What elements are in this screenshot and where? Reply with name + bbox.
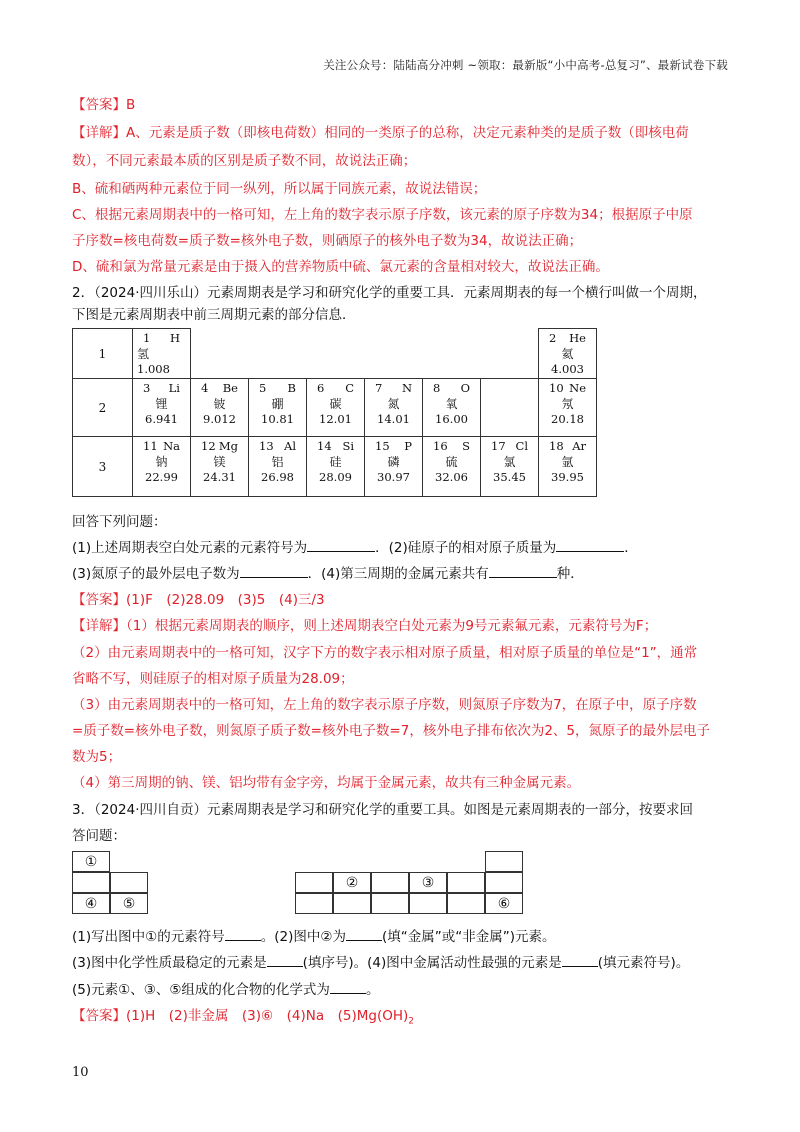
atomic-mass: 32.06 <box>435 470 468 484</box>
q1-detail-line-3: B、硫和硒两种元素位于同一纵列，所以属于同族元素，故说法错误； <box>72 181 487 197</box>
answer-tag: 【答案】 <box>72 592 126 608</box>
atomic-mass: 22.99 <box>145 470 178 484</box>
page-header: 关注公众号：陆陆高分冲刺 ~领取：最新版“小中高考-总复习”、最新试卷下载 <box>323 58 728 72</box>
atomic-mass: 39.95 <box>551 470 584 484</box>
answer-blank[interactable] <box>307 538 375 552</box>
element-symbol: He <box>569 331 586 345</box>
q3-stem-line-2: 答问题： <box>72 828 126 844</box>
period-label: 2 <box>73 379 133 437</box>
q2-stem-line-2: 下图是元素周期表中前三周期元素的部分信息． <box>72 307 356 323</box>
element-cell-he <box>539 329 597 379</box>
q2-question-row-1 <box>72 538 638 558</box>
subscript: 2 <box>408 1016 415 1027</box>
q3-question-row-2 <box>72 953 689 973</box>
element-cell <box>539 379 597 437</box>
empty-gap <box>191 329 539 379</box>
atomic-mass: 24.31 <box>203 470 236 484</box>
q2-detail-line-3: 省略不写，则硅原子的相对原子质量为28.09； <box>72 671 354 687</box>
grid-cell-6: ⑥ <box>485 893 523 914</box>
element-cell <box>191 437 249 497</box>
atomic-mass: 26.98 <box>261 470 294 484</box>
element-symbol: Li <box>168 381 180 395</box>
question-text: (5)元素①、③、⑤组成的化合物的化学式为 <box>72 982 330 998</box>
answer-tag: 【答案】 <box>72 97 126 113</box>
detail-text: A、元素是质子数（即核电荷数）相同的一类原子的总称，决定元素种类的是质子数（即核电荷 <box>126 125 689 141</box>
grid-cell <box>447 893 485 914</box>
element-symbol: Cl <box>515 439 528 453</box>
atomic-number: 1 <box>143 331 151 345</box>
element-symbol: B <box>287 381 296 395</box>
q2-answer-line <box>72 590 325 610</box>
element-cell <box>191 379 249 437</box>
detail-tag: 【详解】 <box>72 618 126 634</box>
answer-blank[interactable] <box>225 927 261 941</box>
element-cell <box>365 437 423 497</box>
element-name: 硅 <box>329 455 342 469</box>
grid-cell <box>72 872 110 893</box>
question-text: (1)上述周期表空白处元素的元素符号为 <box>72 540 308 556</box>
q2-detail-line-7: （4）第三周期的钠、镁、铝均带有金字旁，均属于金属元素，故共有三种金属元素。 <box>72 775 581 791</box>
detail-tag: 【详解】 <box>72 125 126 141</box>
atomic-number: 4 <box>201 381 209 395</box>
atomic-number: 12 <box>201 439 216 453</box>
element-name: 氩 <box>561 455 574 469</box>
question-text: (1)写出图中①的元素符号 <box>72 929 225 945</box>
answer-blank[interactable] <box>556 538 624 552</box>
atomic-number: 14 <box>317 439 332 453</box>
answer-blank[interactable] <box>240 564 308 578</box>
element-name: 碳 <box>329 397 342 411</box>
atomic-mass: 12.01 <box>319 412 352 426</box>
q1-detail-line-2: 数），不同元素最本质的区别是质子数不同，故说法正确； <box>72 153 417 169</box>
q3-question-row-3 <box>72 980 379 1000</box>
atomic-mass: 9.012 <box>203 412 236 426</box>
atomic-mass: 30.97 <box>377 470 410 484</box>
element-symbol: Ar <box>572 439 586 453</box>
atomic-number: 10 <box>549 381 564 395</box>
element-name: 硼 <box>271 397 284 411</box>
grid-cell-5: ⑤ <box>110 893 148 914</box>
element-symbol: Al <box>284 439 296 453</box>
q2-answer: (1)F (2)28.09 (3)5 (4)三/3 <box>126 592 325 608</box>
atomic-mass: 28.09 <box>319 470 352 484</box>
element-cell <box>423 437 481 497</box>
answer-tag: 【答案】 <box>72 1008 126 1024</box>
atomic-number: 5 <box>259 381 267 395</box>
atomic-number: 11 <box>143 439 158 453</box>
question-text: 。(2)图中②为 <box>260 929 346 945</box>
atomic-number: 13 <box>259 439 274 453</box>
question-text: (填“金属”或“非金属”)元素。 <box>381 929 556 945</box>
element-symbol: C <box>345 381 354 395</box>
element-name: 钠 <box>155 455 168 469</box>
element-name: 氮 <box>387 397 400 411</box>
page-number: 10 <box>72 1065 89 1080</box>
element-cell <box>365 379 423 437</box>
question-text: (填元素符号)。 <box>597 955 690 971</box>
grid-cell <box>333 893 371 914</box>
element-symbol: Ne <box>569 381 586 395</box>
answer-blank[interactable] <box>489 564 557 578</box>
element-name: 硫 <box>445 455 458 469</box>
q2-detail-line-1 <box>72 616 657 636</box>
periodic-table <box>72 328 597 497</box>
q1-detail-line-6: D、硫和氯为常量元素是由于摄入的营养物质中硫、氯元素的含量相对较大，故说法正确。 <box>72 259 609 275</box>
grid-cell <box>485 851 523 872</box>
atomic-number: 7 <box>375 381 383 395</box>
q2-question-row-2 <box>72 564 584 584</box>
element-name: 铝 <box>271 455 284 469</box>
atomic-number: 2 <box>549 331 557 345</box>
question-text: (3)氮原子的最外层电子数为 <box>72 566 240 582</box>
element-symbol: Si <box>342 439 354 453</box>
element-symbol: Mg <box>218 439 238 453</box>
period-label: 3 <box>73 437 133 497</box>
q3-answer: (1)H (2)非金属 (3)⑥ (4)Na (5)Mg(OH) <box>126 1008 409 1024</box>
atomic-mass: 1.008 <box>137 362 170 376</box>
answer-blank[interactable] <box>562 953 598 967</box>
element-name: 氢 <box>137 347 150 361</box>
atomic-mass: 20.18 <box>551 412 584 426</box>
element-name: 氖 <box>561 397 574 411</box>
atomic-mass: 35.45 <box>493 470 526 484</box>
grid-cell-1: ① <box>72 851 110 872</box>
q2-detail-line-6: 数为5； <box>72 749 122 765</box>
grid-cell-2: ② <box>333 872 371 893</box>
detail-text: （1）根据元素周期表的顺序，则上述周期表空白处元素为9号元素氟元素，元素符号为F； <box>126 618 658 634</box>
atomic-mass: 6.941 <box>145 412 178 426</box>
element-symbol: Be <box>222 381 238 395</box>
atomic-number: 15 <box>375 439 390 453</box>
element-cell <box>249 379 307 437</box>
element-cell <box>307 437 365 497</box>
element-cell <box>249 437 307 497</box>
element-name: 氧 <box>445 397 458 411</box>
atomic-number: 17 <box>491 439 506 453</box>
grid-cell <box>371 872 409 893</box>
q3-answer-line <box>72 1006 414 1032</box>
question-text: 。 <box>365 982 380 998</box>
grid-cell-3: ③ <box>409 872 447 893</box>
q2-stem-line-1: 2．（2024·四川乐山）元素周期表是学习和研究化学的重要工具．元素周期表的每一个横行叫做一个周期， <box>72 285 707 301</box>
grid-cell <box>485 872 523 893</box>
q2-detail-line-4: （3）由元素周期表中的一格可知，左上角的数字表示原子序数，则氮原子序数为7，在原子中，原子序数 <box>72 697 697 713</box>
element-name: 锂 <box>155 397 168 411</box>
period-label: 1 <box>73 329 133 379</box>
atomic-number: 6 <box>317 381 325 395</box>
q3-question-row-1 <box>72 927 555 947</box>
question-text: (3)图中化学性质最稳定的元素是 <box>72 955 267 971</box>
grid-cell <box>110 872 148 893</box>
q1-detail-line-1 <box>72 123 689 143</box>
element-cell-blank <box>481 379 539 437</box>
atomic-mass: 4.003 <box>551 362 584 376</box>
answer-blank[interactable] <box>330 980 366 994</box>
grid-cell <box>371 893 409 914</box>
grid-cell <box>295 893 333 914</box>
q2-detail-line-2: （2）由元素周期表中的一格可知，汉字下方的数字表示相对原子质量，相对原子质量的单位是“1”，通常 <box>72 645 698 661</box>
element-cell <box>307 379 365 437</box>
atomic-number: 18 <box>549 439 564 453</box>
answer-blank[interactable] <box>346 927 382 941</box>
answer-blank[interactable] <box>267 953 303 967</box>
element-name: 铍 <box>213 397 226 411</box>
question-text: ．(2)硅原子的相对原子质量为 <box>375 540 557 556</box>
question-text: ．(4)第三周期的金属元素共有 <box>307 566 489 582</box>
element-name: 镁 <box>213 455 226 469</box>
element-cell <box>133 437 191 497</box>
atomic-number: 8 <box>433 381 441 395</box>
element-name: 氦 <box>561 347 574 361</box>
q2-detail-line-5: =质子数=核外电子数，则氮原子质子数=核外电子数=7，核外电子排布依次为2、5，氮原子的最外层电子 <box>72 723 711 739</box>
atomic-mass: 10.81 <box>261 412 294 426</box>
element-cell <box>481 437 539 497</box>
question-text: ． <box>624 540 638 556</box>
element-cell <box>539 437 597 497</box>
q1-detail-line-4: C、根据元素周期表中的一格可知，左上角的数字表示原子序数，该元素的原子序数为34；根据原子中原 <box>72 207 693 223</box>
atomic-number: 16 <box>433 439 448 453</box>
q1-detail-line-5: 子序数=核电荷数=质子数=核外电子数，则硒原子的核外电子数为34，故说法正确； <box>72 233 583 249</box>
q1-answer-line <box>72 95 135 115</box>
grid-cell <box>447 872 485 893</box>
atomic-mass: 14.01 <box>377 412 410 426</box>
element-symbol: Na <box>163 439 180 453</box>
element-cell <box>423 379 481 437</box>
q1-answer: B <box>126 97 136 113</box>
element-symbol: H <box>169 331 180 345</box>
element-cell <box>133 379 191 437</box>
q2-prompt: 回答下列问题： <box>72 514 167 530</box>
grid-cell-4: ④ <box>72 893 110 914</box>
q3-stem-line-1: 3．（2024·四川自贡）元素周期表是学习和研究化学的重要工具。如图是元素周期表的一部分，按要求回 <box>72 802 693 818</box>
question-text: (填序号)。(4)图中金属活动性最强的元素是 <box>302 955 562 971</box>
element-symbol: O <box>460 381 470 395</box>
element-name: 氯 <box>503 455 516 469</box>
element-symbol: S <box>462 439 470 453</box>
question-text: 种． <box>556 566 584 582</box>
element-name: 磷 <box>387 455 400 469</box>
grid-cell <box>409 893 447 914</box>
atomic-mass: 16.00 <box>435 412 468 426</box>
atomic-number: 3 <box>143 381 151 395</box>
element-symbol: N <box>401 381 412 395</box>
element-cell-h <box>133 329 191 379</box>
grid-cell <box>295 872 333 893</box>
element-symbol: P <box>404 439 412 453</box>
